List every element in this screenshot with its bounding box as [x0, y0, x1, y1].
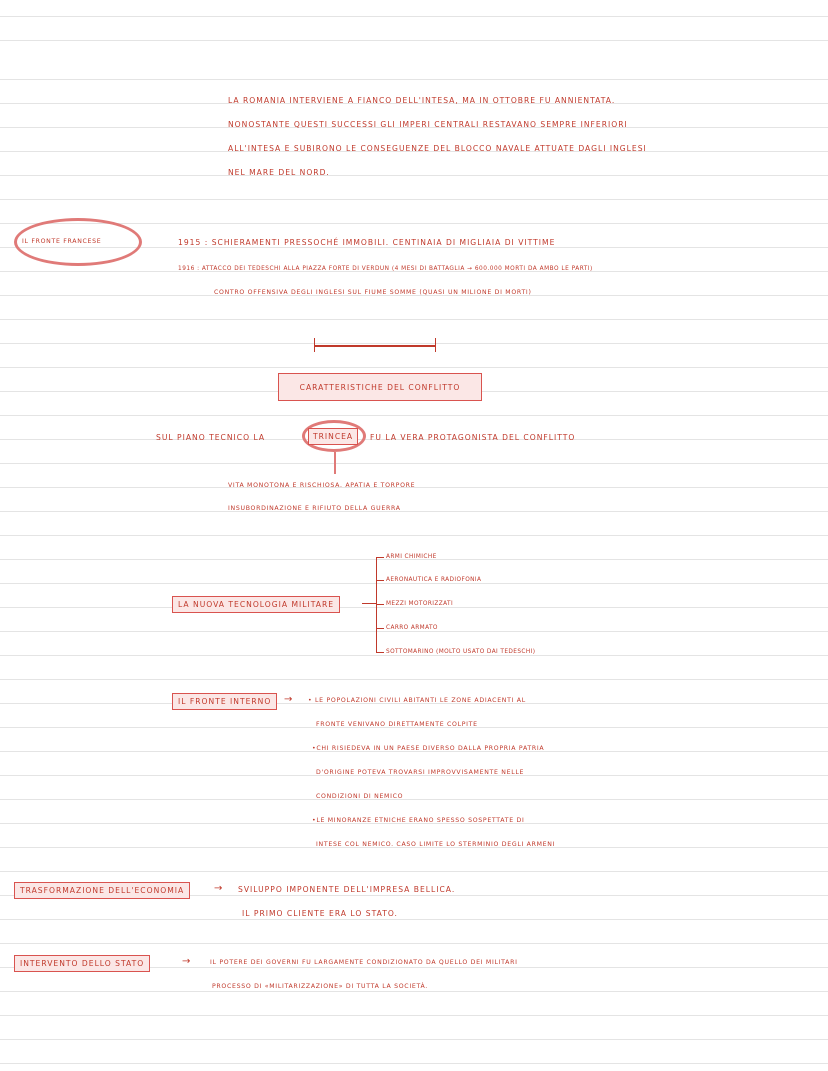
economia-arrow-icon: →: [214, 883, 223, 894]
stato-label-box: INTERVENTO DELLO STATO: [14, 955, 150, 972]
tecnologia-connector: [362, 603, 376, 604]
tecnologia-tick-2: [376, 580, 384, 581]
romania-line-3: ALL'INTESA E SUBIRONO LE CONSEGUENZE DEL BLOCCO NAVALE ATTUATE DAGLI INGLESI: [228, 144, 647, 153]
tecnologia-tick-3: [376, 604, 384, 605]
fronte-interno-line-6: •LE MINORANZE ETNICHE ERANO SPESSO SOSPETTATE DI: [312, 817, 525, 824]
fronte-interno-label-box: IL FRONTE INTERNO: [172, 693, 277, 710]
romania-line-2: NONOSTANTE QUESTI SUCCESSI GLI IMPERI CENTRALI RESTAVANO SEMPRE INFERIORI: [228, 120, 628, 129]
fronte-interno-line-4: D'ORIGINE POTEVA TROVARSI IMPROVVISAMENTE NELLE: [316, 769, 525, 776]
tecnologia-item-3: MEZZI MOTORIZZATI: [386, 601, 454, 607]
trincea-sentence-start: SUL PIANO TECNICO LA: [156, 433, 266, 442]
tecnologia-item-5: SOTTOMARINO (MOLTO USATO DAI TEDESCHI): [386, 649, 536, 655]
tecnologia-tick-5: [376, 652, 384, 653]
economia-label-box: TRASFORMAZIONE DELL'ECONOMIA: [14, 882, 190, 899]
stato-line-1: IL POTERE DEI GOVERNI FU LARGAMENTE CONDIZIONATO DA QUELLO DEI MILITARI: [210, 959, 518, 966]
divider-line: [314, 345, 436, 347]
fronte-francese-line-somme: CONTRO OFFENSIVA DEGLI INGLESI SUL FIUME SOMME (QUASI UN MILIONE DI MORTI): [214, 289, 532, 296]
trincea-detail-1: VITA MONOTONA E RISCHIOSA. APATIA E TORPORE: [228, 482, 416, 489]
tecnologia-item-4: CARRO ARMATO: [386, 625, 438, 631]
tecnologia-tick-1: [376, 557, 384, 558]
fronte-francese-line-1915: 1915 : SCHIERAMENTI PRESSOCHÉ IMMOBILI. CENTINAIA DI MIGLIAIA DI VITTIME: [178, 238, 556, 247]
divider-tick-right: [435, 338, 436, 352]
trincea-detail-2: INSUBORDINAZIONE E RIFIUTO DELLA GUERRA: [228, 505, 401, 512]
fronte-interno-line-2: FRONTE VENIVANO DIRETTAMENTE COLPITE: [316, 721, 478, 728]
trincea-sentence-end: FU LA VERA PROTAGONISTA DEL CONFLITTO: [370, 433, 576, 442]
economia-line-1: SVILUPPO IMPONENTE DELL'IMPRESA BELLICA.: [238, 885, 456, 894]
fronte-francese-line-1916: 1916 : ATTACCO DEI TEDESCHI ALLA PIAZZA FORTE DI VERDUN (4 MESI DI BATTAGLIA → 600.000 MORTI DA AMBO LE PARTI): [178, 266, 593, 272]
romania-line-4: NEL MARE DEL NORD.: [228, 168, 330, 177]
tecnologia-item-2: AERONAUTICA E RADIOFONIA: [386, 577, 482, 583]
trincea-stem: [334, 452, 336, 474]
caratteristiche-title-box: CARATTERISTICHE DEL CONFLITTO: [278, 373, 482, 401]
fronte-interno-line-7: INTESE COL NEMICO. CASO LIMITE LO STERMINIO DEGLI ARMENI: [316, 841, 556, 848]
stato-arrow-icon: →: [182, 956, 191, 967]
divider-tick-left: [314, 338, 315, 352]
fronte-interno-line-5: CONDIZIONI DI NEMICO: [316, 793, 404, 800]
trincea-highlight: TRINCEA: [308, 428, 358, 445]
tecnologia-item-1: ARMI CHIMICHE: [386, 554, 437, 560]
fronte-interno-line-3: •CHI RISIEDEVA IN UN PAESE DIVERSO DALLA PROPRIA PATRIA: [312, 745, 545, 752]
romania-line-1: LA ROMANIA INTERVIENE A FIANCO DELL'INTESA, MA IN OTTOBRE FU ANNIENTATA.: [228, 96, 616, 105]
fronte-francese-label: IL FRONTE FRANCESE: [22, 238, 102, 245]
fronte-interno-arrow-icon: →: [284, 694, 293, 705]
stato-line-2: PROCESSO DI «MILITARIZZAZIONE» DI TUTTA LA SOCIETÀ.: [212, 983, 428, 990]
fronte-interno-line-1: • LE POPOLAZIONI CIVILI ABITANTI LE ZONE ADIACENTI AL: [308, 697, 526, 704]
economia-line-2: IL PRIMO CLIENTE ERA LO STATO.: [242, 909, 398, 918]
tecnologia-tick-4: [376, 628, 384, 629]
tecnologia-label-box: LA NUOVA TECNOLOGIA MILITARE: [172, 596, 340, 613]
